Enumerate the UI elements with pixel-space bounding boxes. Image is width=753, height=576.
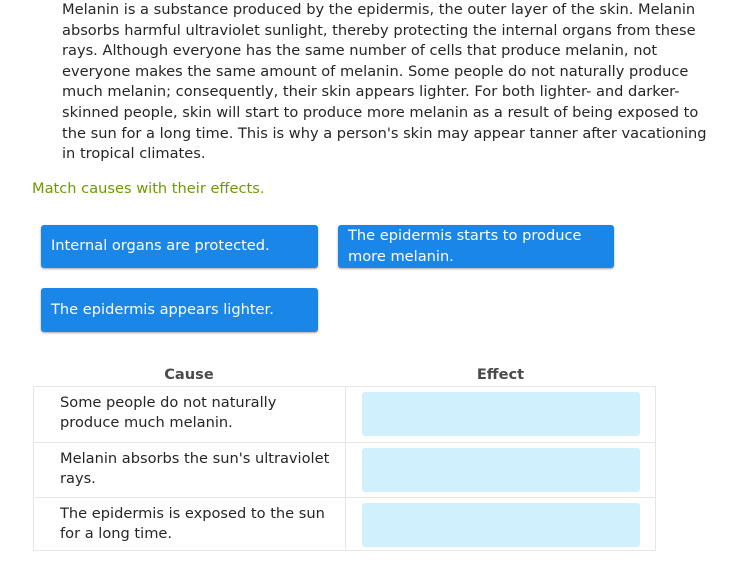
table-row	[34, 442, 655, 497]
effect-drop-zone[interactable]	[362, 503, 640, 547]
table-row	[34, 387, 655, 442]
reading-passage: Melanin is a substance produced by the epidermis, the outer layer of the skin. Melanin absorbs harmful ultraviolet sunlight, thereby protecting the internal organs from these rays. Although everyone has the same number of cells that produce melanin, not everyone makes the same amount of melanin. Some people do not naturally produce much melanin; consequently, their skin appears lighter. For both lighter- and darker-skinned people, skin will start to produce more melanin as a result of being exposed to the sun for a long time. This is why a person's skin may appear tanner after vacationing in tropical climates.	[62, 1, 707, 163]
effect-column-header: Effect	[476, 366, 525, 383]
cause-cell: The epidermis is exposed to the sun for a long time.	[60, 505, 325, 542]
cause-effect-table	[33, 386, 656, 551]
instruction-text: Match causes with their effects.	[32, 180, 265, 197]
table-row	[34, 497, 655, 552]
cause-cell: Some people do not naturally produce much melanin.	[60, 394, 277, 431]
cause-cell: Melanin absorbs the sun's ultraviolet rays.	[60, 450, 330, 487]
answer-tile-label: The epidermis starts to produce more melanin.	[348, 226, 582, 265]
answer-tile-internal-organs-protected[interactable]	[41, 225, 318, 268]
answer-tile-epidermis-appears-lighter[interactable]	[41, 288, 318, 332]
effect-drop-zone[interactable]	[362, 448, 640, 492]
cause-column-header: Cause	[164, 366, 214, 383]
effect-drop-zone[interactable]	[362, 392, 640, 436]
answer-tile-label: The epidermis appears lighter.	[51, 300, 274, 318]
answer-tile-epidermis-produces-more-melanin[interactable]	[338, 225, 614, 268]
answer-tile-label: Internal organs are protected.	[51, 237, 270, 255]
